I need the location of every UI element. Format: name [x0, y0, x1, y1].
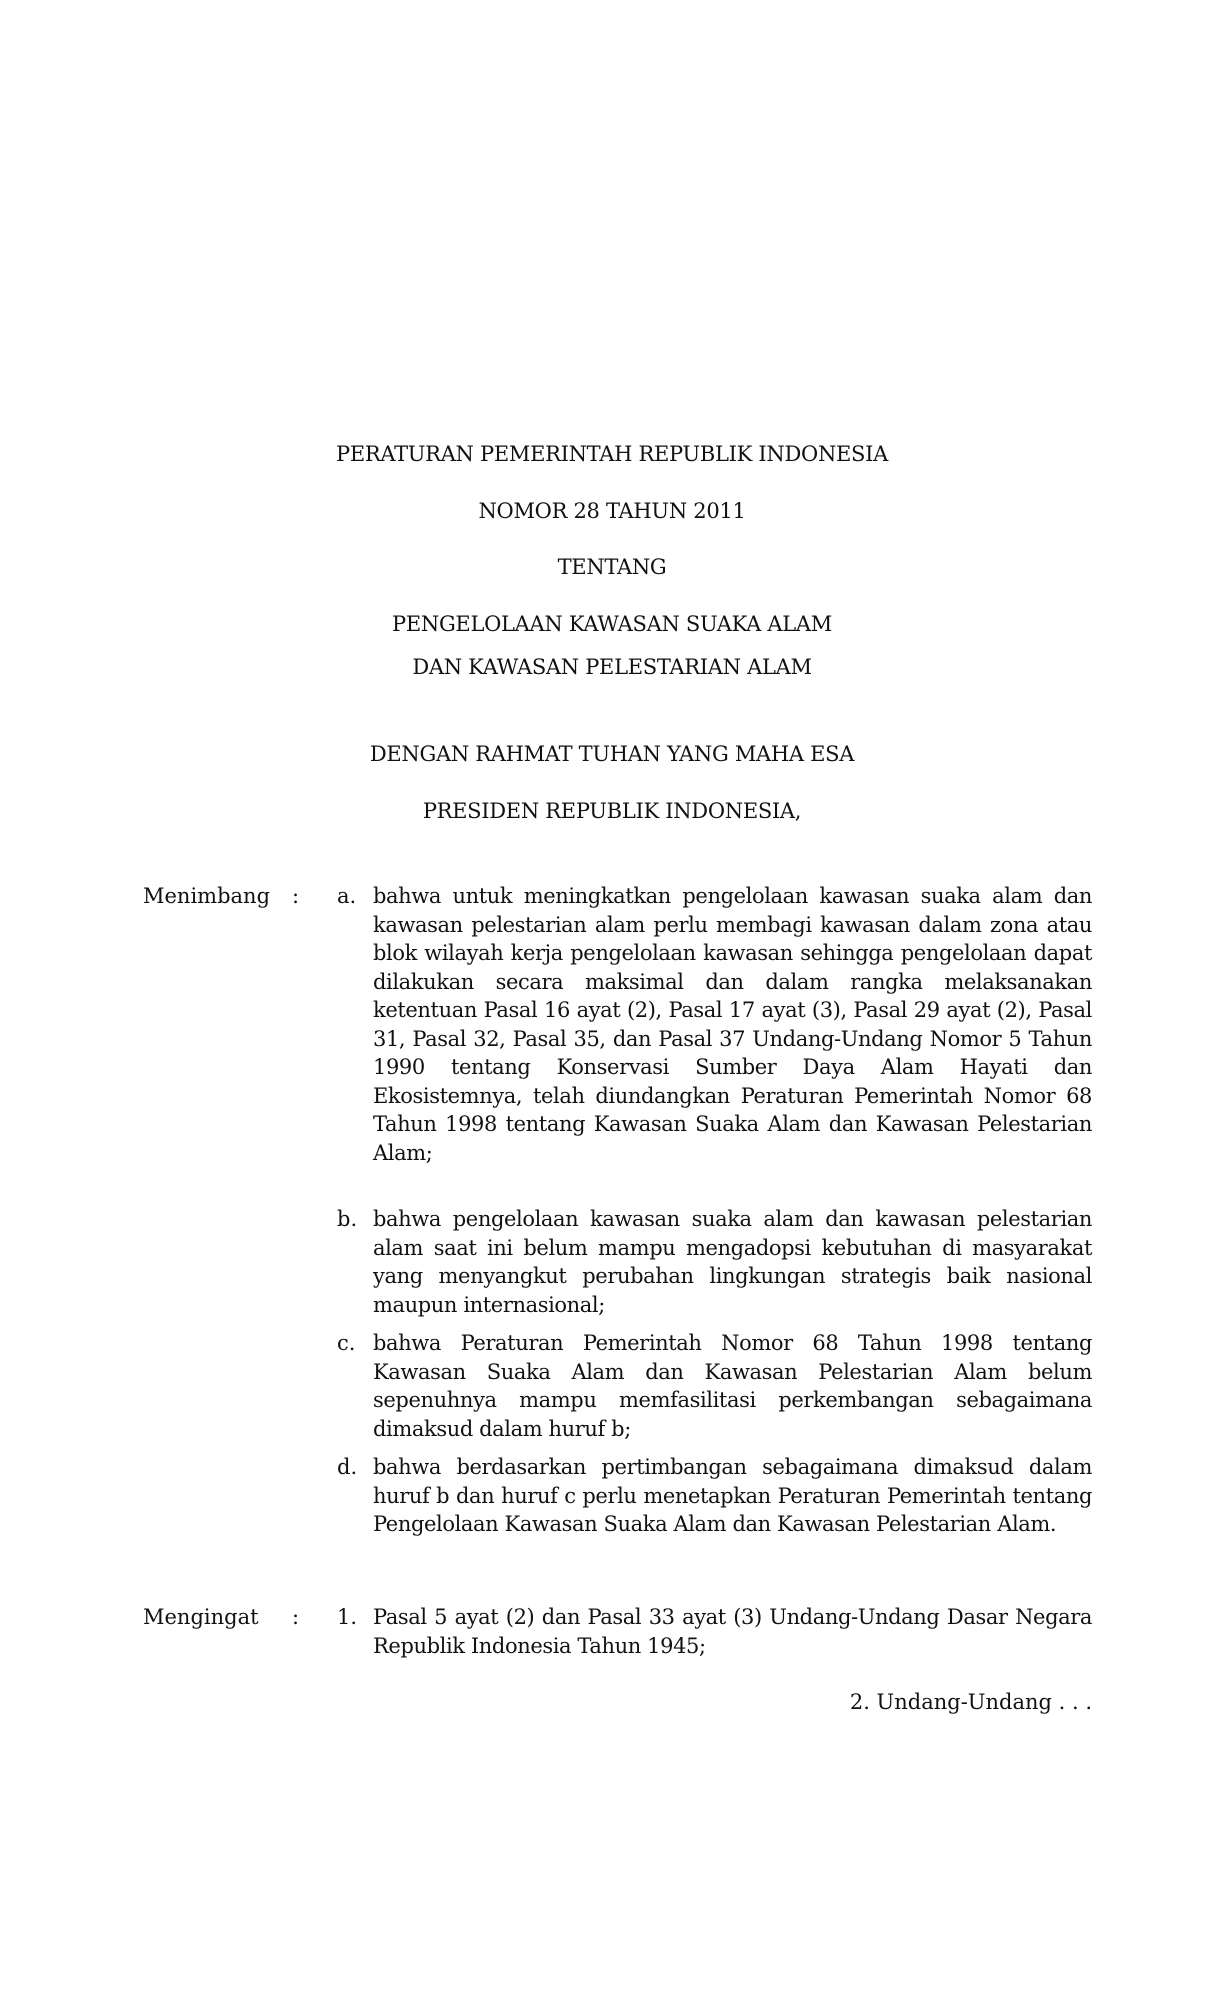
menimbang-item-c [337, 1329, 1092, 1443]
item-mark: 1. [337, 1605, 358, 1629]
president-heading: PRESIDEN REPUBLIK INDONESIA, [422, 799, 802, 823]
mengingat-item-1 [337, 1603, 1092, 1660]
item-mark: b. [337, 1207, 358, 1231]
page-continuation: 2. Undang-Undang . . . [849, 1690, 1092, 1714]
title-subject-1: PENGELOLAAN KAWASAN SUAKA ALAM [392, 612, 832, 636]
invocation: DENGAN RAHMAT TUHAN YANG MAHA ESA [369, 742, 855, 766]
menimbang-label: Menimbang [143, 884, 271, 908]
item-text: bahwa Peraturan Pemerintah Nomor 68 Tahun 1998 tentang Kawasan Suaka Alam dan Kawasan Pelestarian Alam belum sepenuhnya mampu memfasilitasi perkembangan sebagaimana dimaksud dalam huruf b; [373, 1331, 1092, 1441]
item-mark: d. [337, 1455, 358, 1479]
menimbang-item-d [337, 1453, 1092, 1539]
item-mark: c. [337, 1331, 356, 1355]
menimbang-item-a [337, 882, 1092, 1167]
menimbang-item-b [337, 1205, 1092, 1319]
title-number: NOMOR 28 TAHUN 2011 [478, 499, 746, 523]
title-subject-2: DAN KAWASAN PELESTARIAN ALAM [412, 655, 812, 679]
item-text: Pasal 5 ayat (2) dan Pasal 33 ayat (3) Undang-Undang Dasar Negara Republik Indonesia Tahun 1945; [373, 1605, 1092, 1658]
mengingat-label: Mengingat [143, 1605, 259, 1629]
item-text: bahwa pengelolaan kawasan suaka alam dan kawasan pelestarian alam saat ini belum mampu mengadopsi kebutuhan di masyarakat yang menyangkut perubahan lingkungan strategis baik nasional maupun internasional; [373, 1207, 1092, 1317]
item-mark: a. [337, 884, 357, 908]
item-text: bahwa berdasarkan pertimbangan sebagaimana dimaksud dalam huruf b dan huruf c perlu menetapkan Peraturan Pemerintah tentang Pengelolaan Kawasan Suaka Alam dan Kawasan Pelestarian Alam. [373, 1455, 1092, 1536]
menimbang-colon: : [292, 884, 300, 908]
title-tentang: TENTANG [557, 555, 667, 579]
mengingat-colon: : [292, 1605, 300, 1629]
item-text: bahwa untuk meningkatkan pengelolaan kawasan suaka alam dan kawasan pelestarian alam perlu membagi kawasan dalam zona atau blok wilayah kerja pengelolaan kawasan sehingga pengelolaan dapat dilakukan secara maksimal dan dalam rangka melaksanakan ketentuan Pasal 16 ayat (2), Pasal 17 ayat (3), Pasal 29 ayat (2), Pasal 31, Pasal 32, Pasal 35, dan Pasal 37 Undang-Undang Nomor 5 Tahun 1990 tentang Konservasi Sumber Daya Alam Hayati dan Ekosistemnya, telah diundangkan Peraturan Pemerintah Nomor 68 Tahun 1998 tentang Kawasan Suaka Alam dan Kawasan Pelestarian Alam; [373, 884, 1092, 1165]
title-line-1: PERATURAN PEMERINTAH REPUBLIK INDONESIA [335, 442, 889, 466]
